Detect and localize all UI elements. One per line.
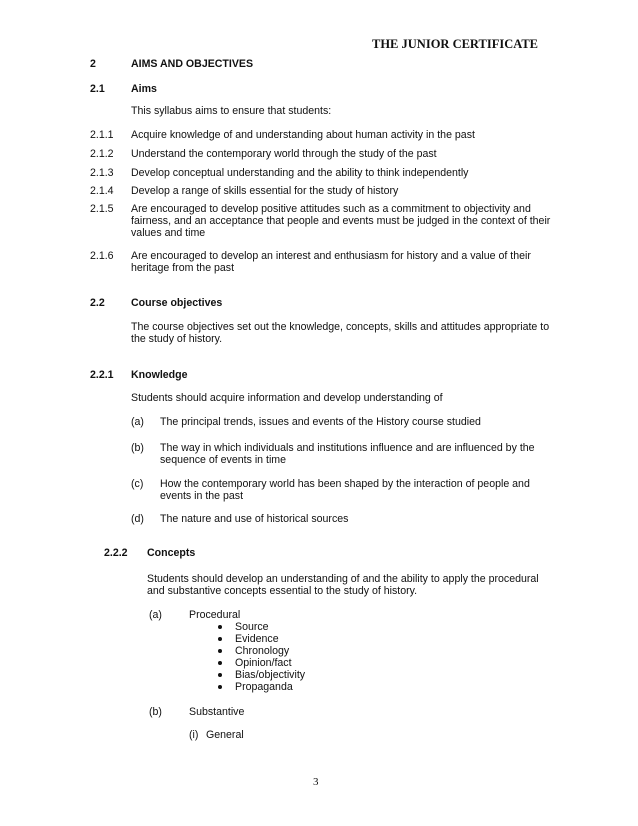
knowledge-label: (a) <box>131 416 144 428</box>
knowledge-text: The nature and use of historical sources <box>160 513 349 525</box>
procedural-item: Chronology <box>235 645 290 657</box>
aims-intro: This syllabus aims to ensure that students: <box>131 105 332 117</box>
procedural-item: Propaganda <box>235 681 293 693</box>
aim-number: 2.1.3 <box>90 167 114 179</box>
procedural-item: Bias/objectivity <box>235 669 306 681</box>
knowledge-label: (c) <box>131 478 144 490</box>
procedural-item: Source <box>235 621 269 633</box>
aim-text: Develop conceptual understanding and the ability to think independently <box>131 167 469 179</box>
concepts-text: and substantive concepts essential to the study of history. <box>147 585 418 597</box>
bullet-icon <box>218 637 222 641</box>
bullet-icon <box>218 649 222 653</box>
knowledge-text: How the contemporary world has been shaped by the interaction of people and <box>160 478 530 490</box>
procedural-title: Procedural <box>189 609 241 621</box>
section-number: 2.2.2 <box>104 547 128 559</box>
bullet-icon <box>218 685 222 689</box>
knowledge-text: sequence of events in time <box>160 454 287 466</box>
objectives-text: The course objectives set out the knowledge, concepts, skills and attitudes appropriate to <box>131 321 550 333</box>
aim-number: 2.1.4 <box>90 185 114 197</box>
bullet-icon <box>218 625 222 629</box>
section-number: 2 <box>90 58 96 70</box>
aim-number: 2.1.5 <box>90 203 114 215</box>
concepts-label: (b) <box>149 706 162 718</box>
aim-number: 2.1.6 <box>90 250 114 262</box>
aim-text: Are encouraged to develop positive attitudes such as a commitment to objectivity and <box>131 203 531 215</box>
procedural-item: Evidence <box>235 633 279 645</box>
concepts-text: Students should develop an understanding of and the ability to apply the procedural <box>147 573 539 585</box>
substantive-sub-title: General <box>206 729 244 741</box>
aim-text: heritage from the past <box>131 262 235 274</box>
knowledge-text: The way in which individuals and institutions influence and are influenced by the <box>160 442 535 454</box>
section-number: 2.2 <box>90 297 105 309</box>
page-number: 3 <box>313 776 319 788</box>
aim-text: Understand the contemporary world through the study of the past <box>131 148 437 160</box>
knowledge-text: The principal trends, issues and events of the History course studied <box>160 416 481 428</box>
section-title: Aims <box>131 83 157 95</box>
section-title: Course objectives <box>131 297 223 309</box>
aim-number: 2.1.1 <box>90 129 114 141</box>
running-header: THE JUNIOR CERTIFICATE <box>372 37 539 51</box>
substantive-sub-label: (i) <box>189 729 199 741</box>
knowledge-label: (d) <box>131 513 144 525</box>
objectives-text: the study of history. <box>131 333 223 345</box>
bullet-icon <box>218 661 222 665</box>
knowledge-label: (b) <box>131 442 144 454</box>
aim-text: values and time <box>131 227 206 239</box>
section-number: 2.2.1 <box>90 369 114 381</box>
bullet-icon <box>218 673 222 677</box>
aim-text: Are encouraged to develop an interest and enthusiasm for history and a value of their <box>131 250 531 262</box>
section-title: Knowledge <box>131 369 188 381</box>
concepts-label: (a) <box>149 609 162 621</box>
section-number: 2.1 <box>90 83 105 95</box>
section-title: AIMS AND OBJECTIVES <box>131 58 254 70</box>
aim-text: fairness, and an acceptance that people and events must be judged in the context of their <box>131 215 551 227</box>
knowledge-intro: Students should acquire information and develop understanding of <box>131 392 443 404</box>
aim-text: Acquire knowledge of and understanding about human activity in the past <box>131 129 475 141</box>
procedural-item: Opinion/fact <box>235 657 292 669</box>
aim-text: Develop a range of skills essential for the study of history <box>131 185 399 197</box>
substantive-title: Substantive <box>189 706 245 718</box>
knowledge-text: events in the past <box>160 490 244 502</box>
aim-number: 2.1.2 <box>90 148 114 160</box>
section-title: Concepts <box>147 547 196 559</box>
